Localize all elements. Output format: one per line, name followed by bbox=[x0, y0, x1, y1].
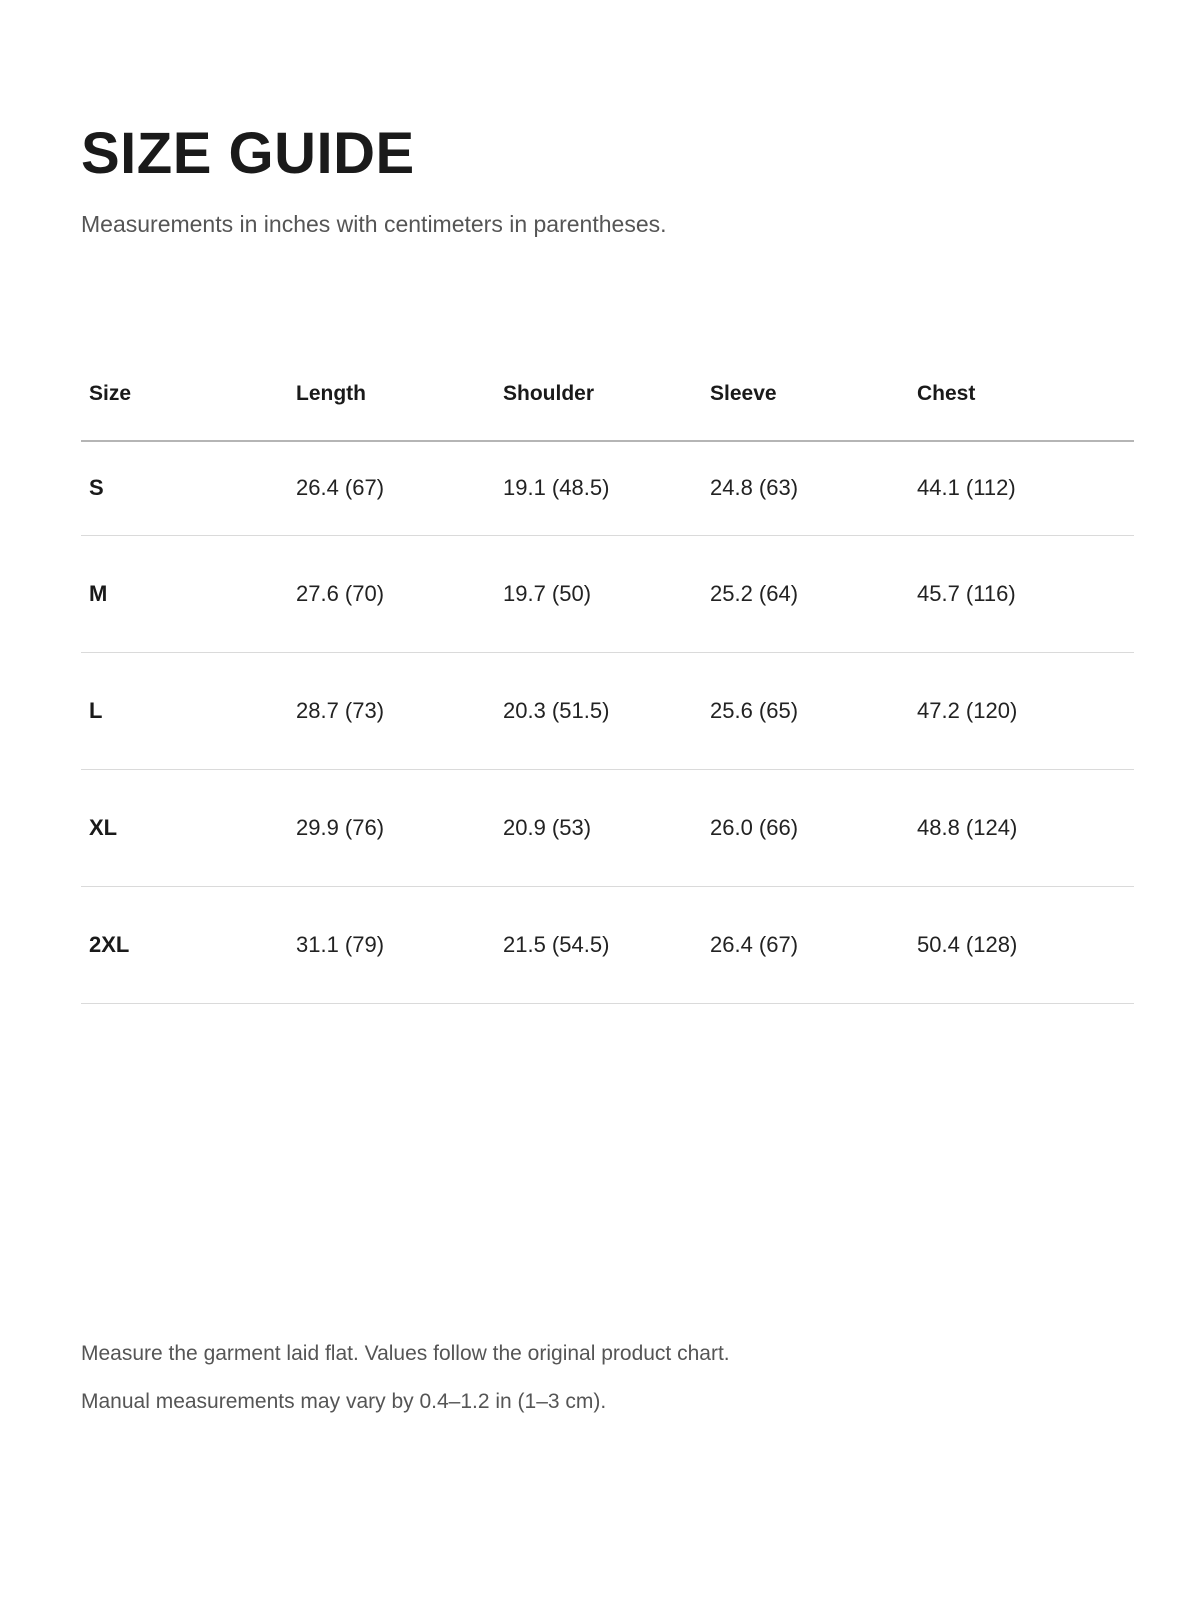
chest-cell: 47.2 (120) bbox=[909, 652, 1134, 769]
footnotes bbox=[81, 1339, 1134, 1435]
sleeve-cell: 24.8 (63) bbox=[702, 441, 909, 535]
footnote-variance: Manual measurements may vary by 0.4–1.2 in (1–3 cm). bbox=[81, 1390, 607, 1413]
size-cell: XL bbox=[81, 769, 288, 886]
sleeve-cell: 25.2 (64) bbox=[702, 535, 909, 652]
length-cell: 26.4 (67) bbox=[288, 441, 495, 535]
page-title: SIZE GUIDE bbox=[81, 121, 415, 186]
chest-cell: 44.1 (112) bbox=[909, 441, 1134, 535]
column-header-chest: Chest bbox=[909, 348, 1134, 441]
shoulder-cell: 20.3 (51.5) bbox=[495, 652, 702, 769]
table-row bbox=[81, 769, 1134, 886]
length-cell: 31.1 (79) bbox=[288, 886, 495, 1003]
chest-cell: 48.8 (124) bbox=[909, 769, 1134, 886]
footnote-measure: Measure the garment laid flat. Values follow the original product chart. bbox=[81, 1342, 730, 1365]
page-subtitle: Measurements in inches with centimeters in parentheses. bbox=[81, 211, 667, 237]
shoulder-cell: 19.1 (48.5) bbox=[495, 441, 702, 535]
table-header-row bbox=[81, 348, 1134, 441]
table-row bbox=[81, 441, 1134, 535]
size-table bbox=[81, 348, 1134, 1004]
length-cell: 29.9 (76) bbox=[288, 769, 495, 886]
sleeve-cell: 26.0 (66) bbox=[702, 769, 909, 886]
table-row bbox=[81, 535, 1134, 652]
column-header-shoulder: Shoulder bbox=[495, 348, 702, 441]
chest-cell: 50.4 (128) bbox=[909, 886, 1134, 1003]
shoulder-cell: 19.7 (50) bbox=[495, 535, 702, 652]
size-cell: S bbox=[81, 441, 288, 535]
column-header-length: Length bbox=[288, 348, 495, 441]
sleeve-cell: 26.4 (67) bbox=[702, 886, 909, 1003]
column-header-size: Size bbox=[81, 348, 288, 441]
shoulder-cell: 20.9 (53) bbox=[495, 769, 702, 886]
table-row bbox=[81, 652, 1134, 769]
sleeve-cell: 25.6 (65) bbox=[702, 652, 909, 769]
shoulder-cell: 21.5 (54.5) bbox=[495, 886, 702, 1003]
table-row bbox=[81, 886, 1134, 1003]
length-cell: 27.6 (70) bbox=[288, 535, 495, 652]
column-header-sleeve: Sleeve bbox=[702, 348, 909, 441]
chest-cell: 45.7 (116) bbox=[909, 535, 1134, 652]
size-cell: L bbox=[81, 652, 288, 769]
length-cell: 28.7 (73) bbox=[288, 652, 495, 769]
size-guide-page bbox=[81, 0, 1134, 1600]
size-cell: M bbox=[81, 535, 288, 652]
size-cell: 2XL bbox=[81, 886, 288, 1003]
